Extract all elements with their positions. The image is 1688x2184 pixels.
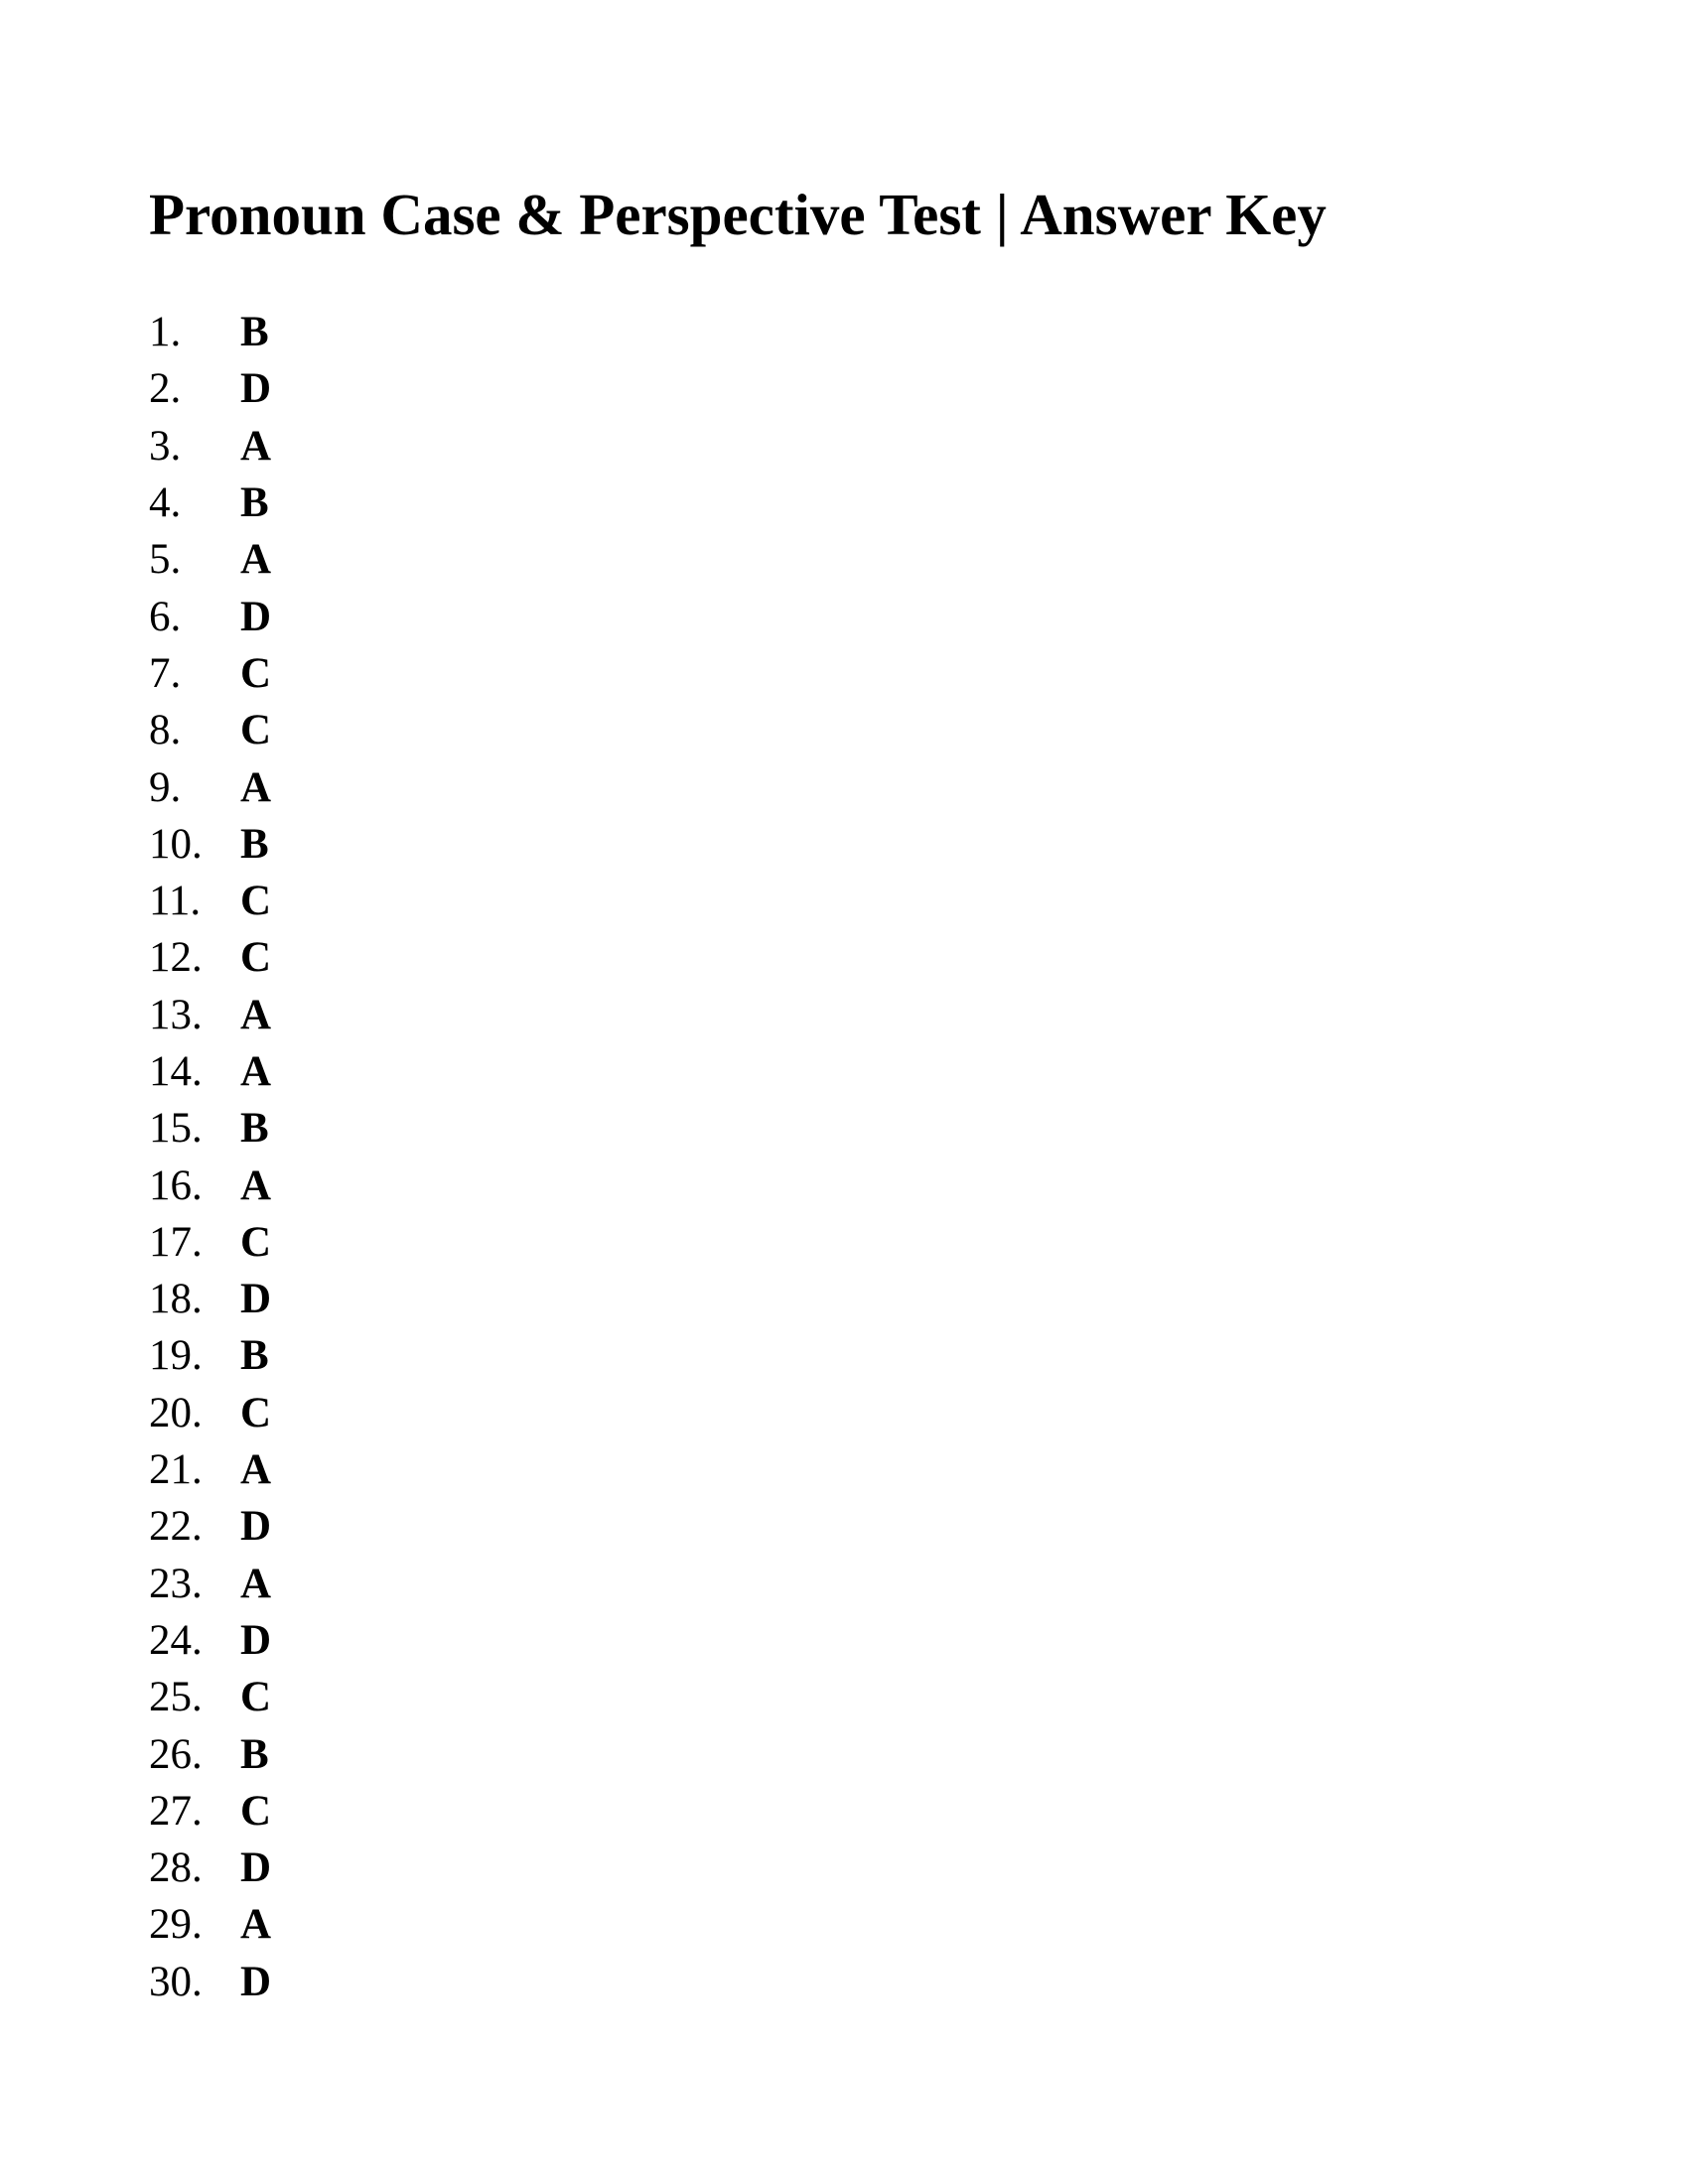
answer-letter: A [240, 1048, 272, 1095]
answer-number: 24. [149, 1616, 203, 1664]
answer-row [149, 987, 271, 1043]
answer-row [149, 1214, 271, 1271]
answer-row [149, 929, 271, 986]
answer-letter: C [240, 878, 272, 925]
answer-row [149, 588, 271, 644]
answer-row [149, 1725, 271, 1782]
answer-letter: A [240, 422, 272, 470]
answer-row [149, 873, 271, 929]
answer-list [149, 304, 271, 2010]
answer-row [149, 1100, 271, 1157]
answer-number: 8. [149, 707, 182, 754]
answer-row [149, 1669, 271, 1725]
answer-number: 2. [149, 365, 182, 413]
answer-number: 20. [149, 1389, 203, 1436]
answer-number: 29. [149, 1901, 203, 1949]
answer-number: 3. [149, 422, 182, 470]
answer-row [149, 1157, 271, 1213]
answer-letter: A [240, 536, 272, 584]
answer-letter: D [240, 365, 272, 413]
answer-row [149, 475, 271, 531]
answer-row [149, 1896, 271, 1953]
answer-letter: A [240, 1901, 272, 1949]
answer-row [149, 702, 271, 758]
answer-letter: C [240, 1787, 272, 1835]
answer-row [149, 1385, 271, 1441]
answer-number: 27. [149, 1787, 203, 1835]
answer-number: 16. [149, 1161, 203, 1209]
answer-letter: C [240, 649, 272, 697]
answer-number: 22. [149, 1503, 203, 1551]
answer-number: 15. [149, 1105, 203, 1153]
answer-letter: B [240, 820, 269, 868]
answer-number: 21. [149, 1446, 203, 1494]
answer-number: 5. [149, 536, 182, 584]
answer-row [149, 360, 271, 417]
answer-row [149, 816, 271, 873]
answer-letter: B [240, 1730, 269, 1778]
answer-row [149, 1840, 271, 1896]
answer-letter: D [240, 1958, 272, 2005]
answer-row [149, 1043, 271, 1100]
answer-row [149, 418, 271, 475]
answer-letter: A [240, 1446, 272, 1494]
answer-letter: C [240, 1389, 272, 1436]
answer-number: 23. [149, 1560, 203, 1607]
answer-row [149, 1327, 271, 1384]
answer-letter: B [240, 479, 269, 527]
answer-letter: D [240, 593, 272, 640]
answer-row [149, 758, 271, 815]
answer-letter: A [240, 991, 272, 1038]
answer-letter: A [240, 763, 272, 811]
answer-number: 4. [149, 479, 182, 527]
answer-letter: A [240, 1161, 272, 1209]
answer-number: 7. [149, 649, 182, 697]
answer-number: 11. [149, 878, 202, 925]
answer-row [149, 531, 271, 588]
answer-letter: C [240, 707, 272, 754]
answer-letter: D [240, 1616, 272, 1664]
answer-number: 19. [149, 1332, 203, 1380]
answer-number: 1. [149, 309, 182, 356]
answer-letter: D [240, 1503, 272, 1551]
answer-number: 30. [149, 1958, 203, 2005]
answer-number: 25. [149, 1674, 203, 1721]
answer-letter: D [240, 1844, 272, 1892]
answer-row [149, 1441, 271, 1498]
answer-row [149, 1271, 271, 1327]
answer-number: 14. [149, 1048, 203, 1095]
answer-row [149, 1556, 271, 1612]
answer-row [149, 645, 271, 702]
answer-number: 9. [149, 763, 182, 811]
answer-row [149, 1954, 271, 2010]
answer-letter: C [240, 1674, 272, 1721]
answer-row [149, 1612, 271, 1669]
answer-number: 28. [149, 1844, 203, 1892]
answer-letter: C [240, 934, 272, 982]
answer-letter: B [240, 309, 269, 356]
page-title: Pronoun Case & Perspective Test | Answer Key [149, 182, 1327, 247]
answer-letter: D [240, 1276, 272, 1323]
answer-number: 10. [149, 820, 203, 868]
answer-row [149, 1783, 271, 1840]
answer-row [149, 304, 271, 360]
answer-number: 6. [149, 593, 182, 640]
answer-letter: B [240, 1332, 269, 1380]
answer-letter: B [240, 1105, 269, 1153]
answer-number: 13. [149, 991, 203, 1038]
answer-number: 26. [149, 1730, 203, 1778]
answer-letter: C [240, 1218, 272, 1266]
answer-number: 12. [149, 934, 203, 982]
answer-number: 17. [149, 1218, 203, 1266]
answer-number: 18. [149, 1276, 203, 1323]
answer-row [149, 1498, 271, 1555]
answer-letter: A [240, 1560, 272, 1607]
